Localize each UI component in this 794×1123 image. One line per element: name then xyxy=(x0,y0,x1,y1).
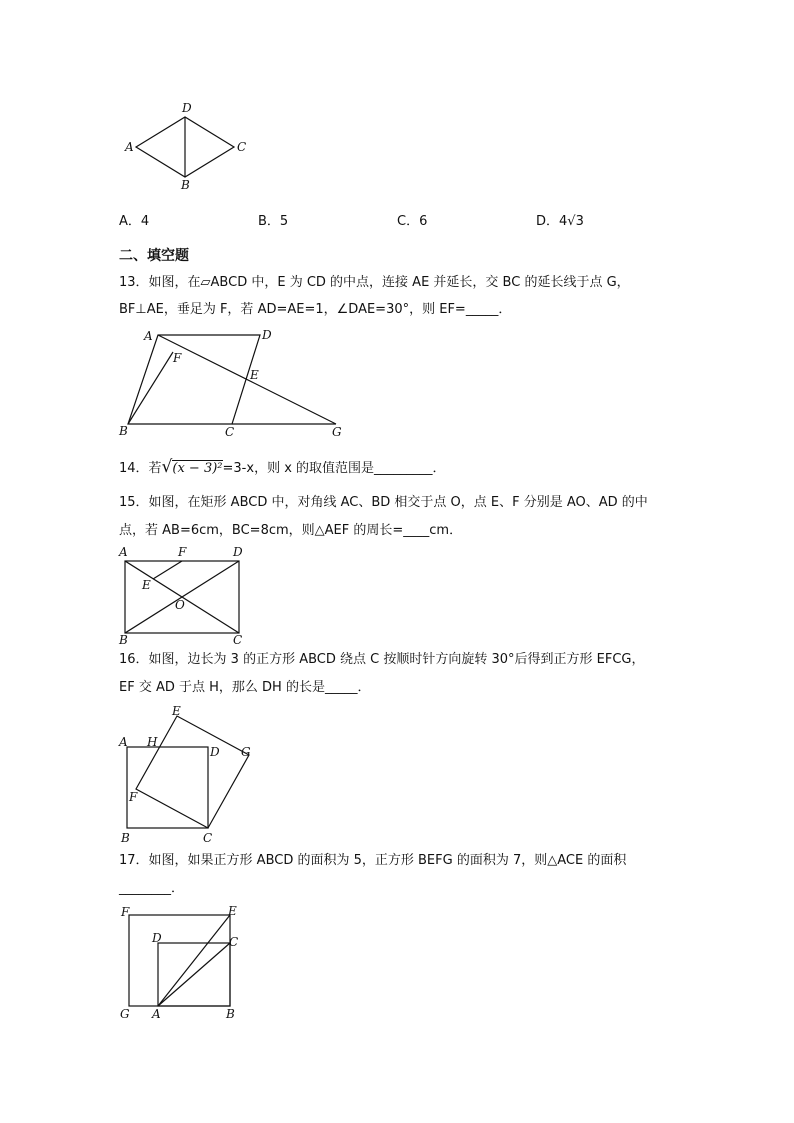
label-d: D xyxy=(210,745,220,759)
q13-parallelogram-figure xyxy=(115,325,355,440)
option-c-letter: C． xyxy=(397,214,420,229)
option-a-value: 4 xyxy=(140,214,150,229)
line-ag xyxy=(158,335,336,424)
option-d-letter: D． xyxy=(536,214,560,229)
label-o: O xyxy=(175,598,185,612)
option-a xyxy=(119,213,149,231)
q13-line2: BF⊥AE，垂足为 F，若 AD=AE=1，∠DAE=30°，则 EF=_____． xyxy=(119,302,512,317)
label-b: B xyxy=(119,633,128,647)
square-efcg xyxy=(136,716,249,828)
q17-line1: 17．如图，如果正方形 ABCD 的面积为 5，正方形 BEFG 的面积为 7，则△ACE 的面积 xyxy=(119,853,627,868)
q14-line xyxy=(119,458,446,478)
label-e: E xyxy=(228,904,237,918)
label-a: A xyxy=(119,545,128,559)
label-f: F xyxy=(173,351,182,365)
label-d: D xyxy=(152,931,162,945)
label-e: E xyxy=(250,368,259,382)
label-f: F xyxy=(129,790,138,804)
q14-radicand: (x − 3)² xyxy=(172,461,223,476)
q13-line1: 13．如图，在▱ABCD 中，E 为 CD 的中点，连接 AE 并延长，交 BC 的延长线于点 G， xyxy=(119,275,630,290)
label-a: A xyxy=(119,735,128,749)
option-d xyxy=(536,213,584,231)
option-b-letter: B． xyxy=(258,214,280,229)
option-d-value: 4√3 xyxy=(559,214,584,229)
label-h: H xyxy=(147,735,158,749)
section-title: 二、填空题 xyxy=(119,248,189,264)
option-a-letter: A． xyxy=(119,214,141,229)
option-c xyxy=(397,213,427,231)
line-bf xyxy=(128,352,173,424)
segment-ac xyxy=(158,943,230,1006)
label-b: B xyxy=(121,831,130,845)
q14-prefix: 14．若 xyxy=(119,461,162,476)
segment-ef xyxy=(153,561,182,579)
label-c: C xyxy=(225,425,235,439)
option-c-value: 6 xyxy=(419,214,428,229)
label-g: G xyxy=(120,1007,130,1021)
square-befg xyxy=(129,915,230,1006)
label-f: F xyxy=(121,905,130,919)
label-c: C xyxy=(237,140,247,154)
q16-rotated-squares-figure xyxy=(115,700,265,847)
label-d: D xyxy=(233,545,243,559)
label-b: B xyxy=(226,1007,235,1021)
q17-squares-figure xyxy=(115,900,250,1022)
segment-ae xyxy=(158,915,230,1006)
label-e: E xyxy=(172,704,181,718)
parallelogram-abcd xyxy=(128,335,260,424)
option-b xyxy=(258,213,288,231)
label-f: F xyxy=(178,545,187,559)
label-b: B xyxy=(181,178,190,192)
q14-suffix: =3-x，则 x 的取值范围是_________． xyxy=(222,461,446,476)
label-d: D xyxy=(262,328,272,342)
square-abcd xyxy=(127,747,208,828)
q12-rhombus-figure xyxy=(120,100,260,195)
label-c: C xyxy=(233,633,243,647)
q15-line2: 点，若 AB=6cm，BC=8cm，则△AEF 的周长=____cm． xyxy=(119,523,463,538)
q16-line2: EF 交 AD 于点 H，那么 DH 的长是_____． xyxy=(119,680,371,695)
label-a: A xyxy=(144,329,153,343)
q16-line1: 16．如图，边长为 3 的正方形 ABCD 绕点 C 按顺时针方向旋转 30°后得到正方形 EFCG， xyxy=(119,652,645,667)
label-c: C xyxy=(203,831,213,845)
q17-line2: ________． xyxy=(119,881,185,896)
label-g: G xyxy=(332,425,342,439)
label-e: E xyxy=(142,578,151,592)
label-b: B xyxy=(119,424,128,438)
label-a: A xyxy=(152,1007,161,1021)
q15-rectangle-figure xyxy=(115,543,250,648)
label-g: G xyxy=(241,745,251,759)
q15-line1: 15．如图，在矩形 ABCD 中，对角线 AC、BD 相交于点 O，点 E、F 分别是 AO、AD 的中 xyxy=(119,495,648,510)
label-d: D xyxy=(182,101,192,115)
option-b-value: 5 xyxy=(279,214,289,229)
sqrt-sign: √ xyxy=(161,457,173,477)
label-c: C xyxy=(229,935,239,949)
label-a: A xyxy=(125,140,134,154)
